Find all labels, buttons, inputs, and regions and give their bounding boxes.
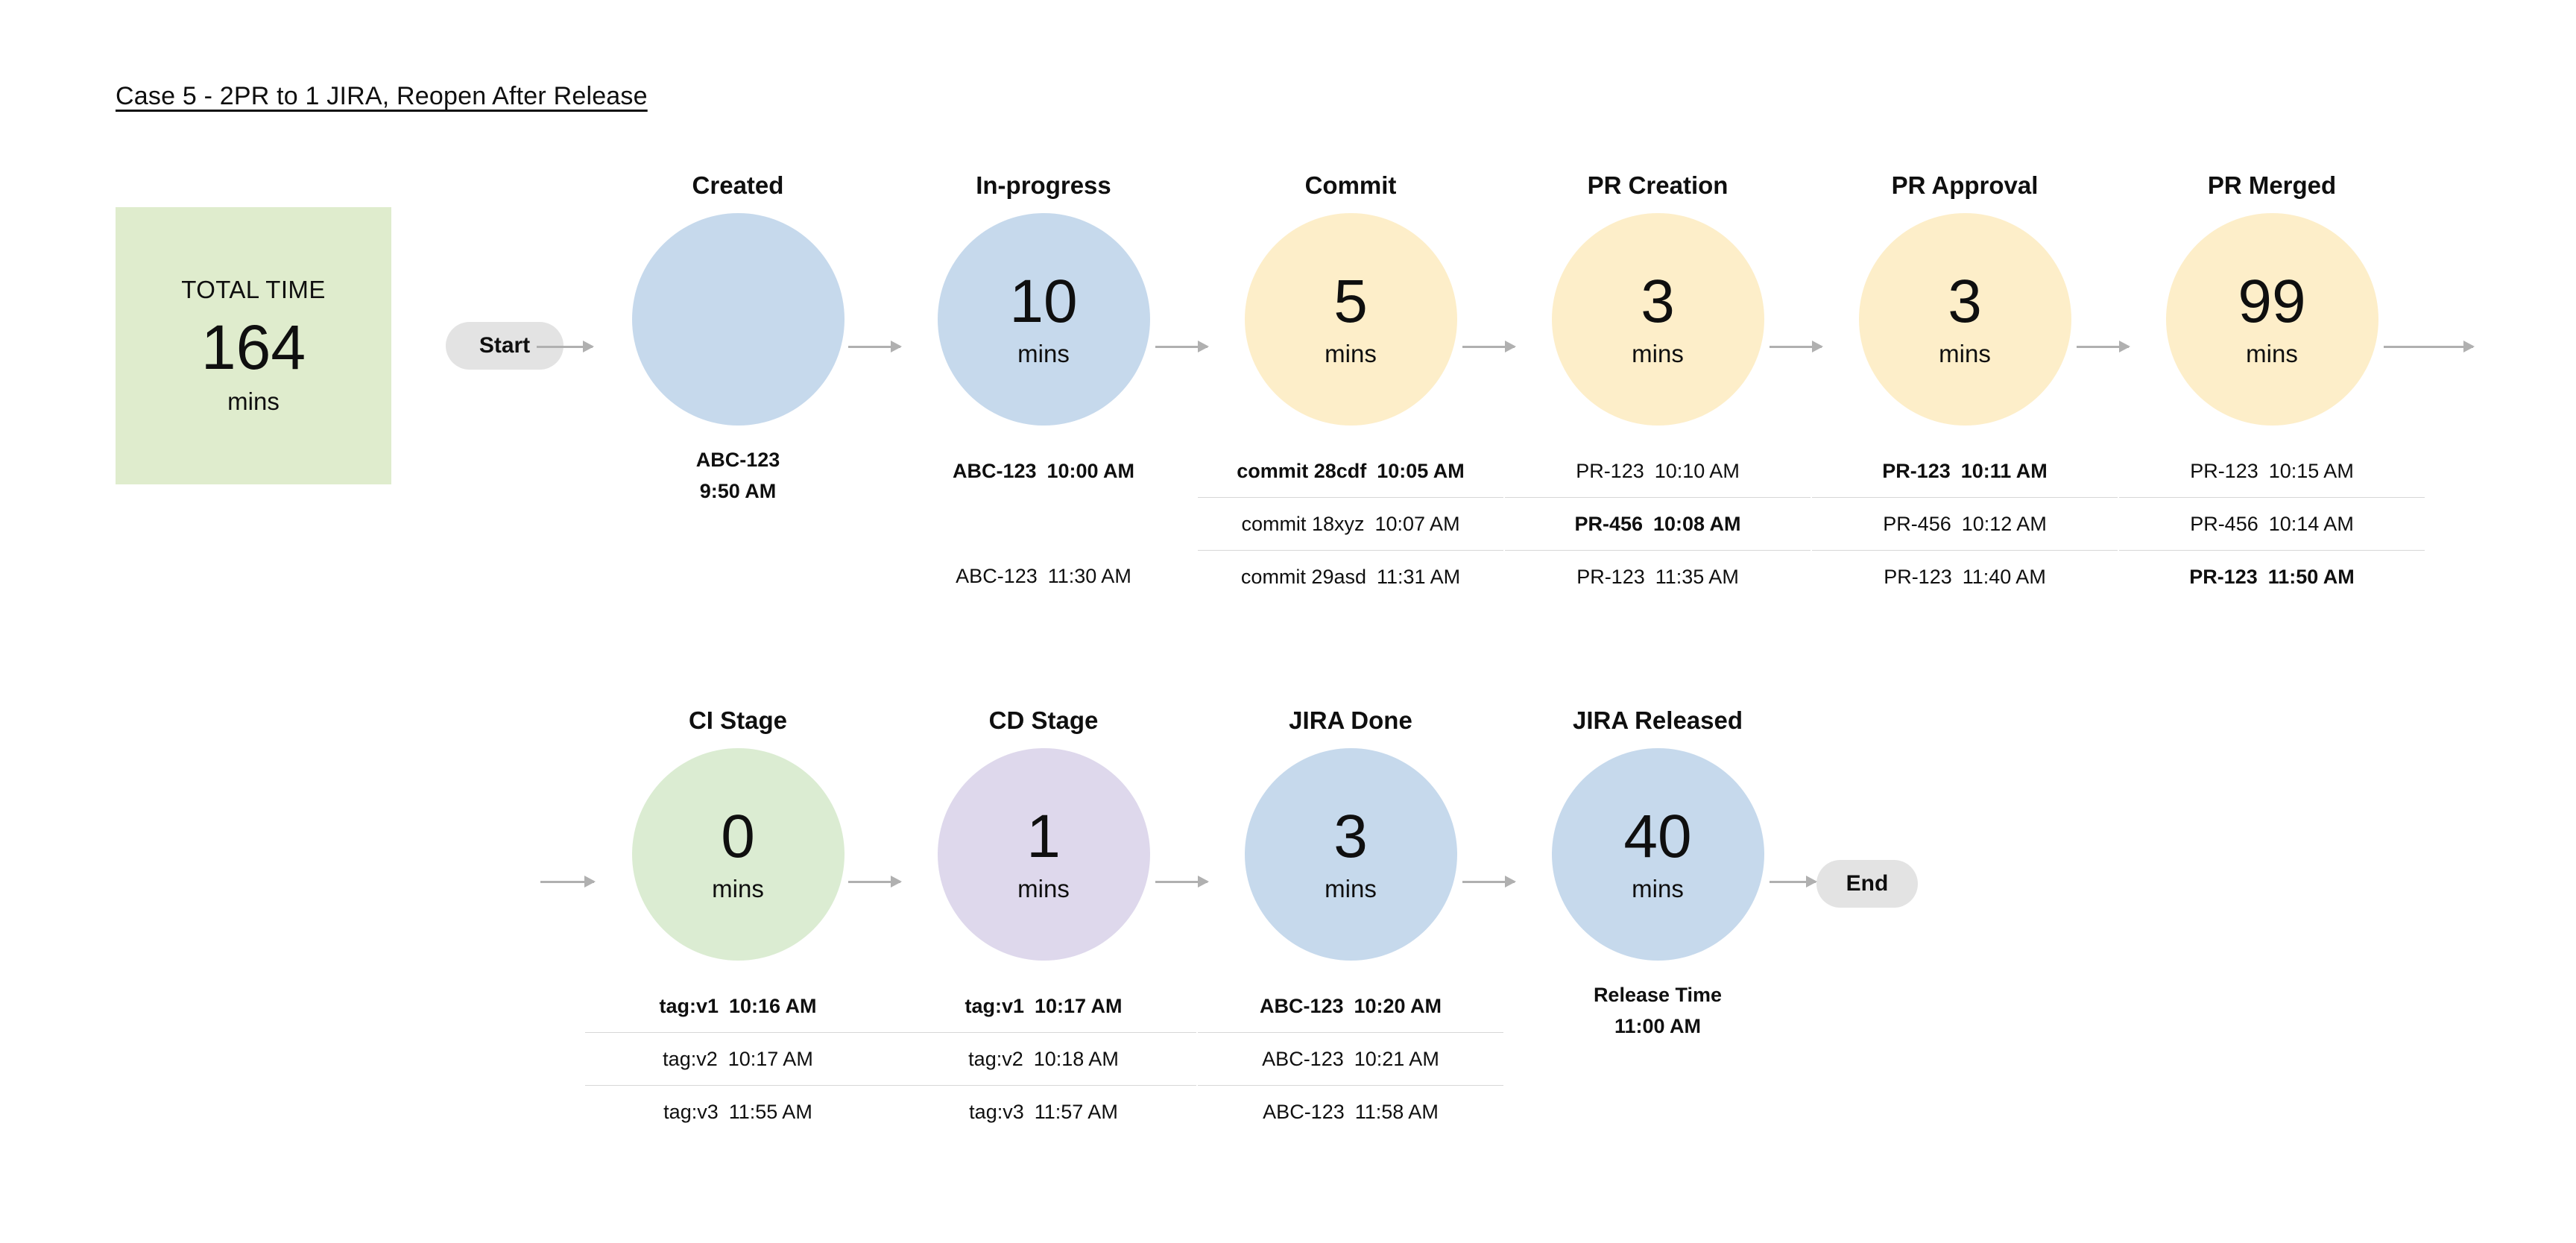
stage-value: 0 bbox=[721, 802, 755, 870]
detail-row bbox=[1198, 980, 1503, 1032]
detail-time: 9:50 AM bbox=[699, 479, 777, 502]
stage-pr-approval bbox=[1812, 171, 2118, 603]
stage-value: 3 bbox=[1948, 267, 1982, 335]
detail-time: 10:10 AM bbox=[1654, 459, 1740, 482]
stage-details bbox=[585, 445, 891, 507]
stage-title: Commit bbox=[1304, 171, 1397, 199]
detail-time: 10:17 AM bbox=[727, 1047, 813, 1070]
detail-time: 10:11 AM bbox=[1960, 459, 2048, 482]
detail-time: 10:20 AM bbox=[1354, 994, 1442, 1017]
stage-jira-done bbox=[1198, 706, 1503, 1138]
stage-value: 1 bbox=[1026, 802, 1061, 870]
detail-time: 10:07 AM bbox=[1374, 512, 1460, 535]
detail-id: ABC-123 bbox=[956, 564, 1038, 587]
detail-time: 11:55 AM bbox=[728, 1100, 812, 1123]
detail-id: tag:v2 bbox=[968, 1047, 1023, 1070]
detail-row bbox=[1812, 497, 2118, 550]
detail-time: 10:05 AM bbox=[1377, 459, 1465, 482]
stage-details bbox=[1198, 980, 1503, 1138]
stage-circle bbox=[1859, 213, 2071, 426]
stage-jira-released bbox=[1505, 706, 1811, 1043]
stage-commit bbox=[1198, 171, 1503, 603]
detail-row bbox=[2119, 497, 2425, 550]
stage-circle bbox=[2166, 213, 2378, 426]
total-time-unit: mins bbox=[227, 388, 280, 416]
detail-id: commit 28cdf bbox=[1237, 459, 1367, 482]
detail-time: 10:21 AM bbox=[1354, 1047, 1439, 1070]
detail-id: ABC-123 bbox=[1262, 1047, 1344, 1070]
arrow-start-to-created bbox=[537, 346, 593, 348]
page-title: Case 5 - 2PR to 1 JIRA, Reopen After Release bbox=[116, 82, 648, 110]
detail-time: 10:12 AM bbox=[1961, 512, 2047, 535]
detail-id: PR-123 bbox=[2190, 459, 2258, 482]
detail-row bbox=[1505, 445, 1811, 497]
stage-details bbox=[1812, 445, 2118, 603]
detail-row bbox=[891, 1032, 1196, 1085]
stage-title: JIRA Released bbox=[1572, 706, 1743, 734]
stage-details bbox=[1198, 445, 1503, 603]
detail-row bbox=[1198, 1032, 1503, 1085]
stage-circle bbox=[1245, 748, 1457, 961]
arrow-inprogress-to-commit bbox=[1155, 346, 1208, 348]
stage-details bbox=[2119, 445, 2425, 603]
stage-unit: mins bbox=[1325, 339, 1377, 367]
detail-row bbox=[891, 445, 1196, 497]
arrow-cd-to-jiradone bbox=[1155, 881, 1208, 883]
detail-row bbox=[1198, 550, 1503, 603]
stage-title: Created bbox=[692, 171, 784, 199]
detail-time: 11:31 AM bbox=[1377, 565, 1461, 588]
arrow-prapproval-to-prmerged bbox=[2077, 346, 2129, 348]
detail-time: 11:57 AM bbox=[1034, 1100, 1118, 1123]
detail-time: 10:00 AM bbox=[1046, 459, 1135, 482]
detail-id: PR-123 bbox=[1576, 459, 1644, 482]
total-time-value: 164 bbox=[201, 311, 306, 382]
detail-time: 11:30 AM bbox=[1047, 564, 1131, 587]
stage-value: 99 bbox=[2238, 267, 2306, 335]
detail-row bbox=[585, 980, 891, 1032]
detail-row bbox=[585, 1085, 891, 1138]
detail-time: 11:40 AM bbox=[1962, 565, 2046, 588]
detail-id: commit 18xyz bbox=[1241, 512, 1365, 535]
detail-id: ABC-123 bbox=[952, 459, 1037, 482]
stage-circle bbox=[632, 213, 845, 426]
stage-circle bbox=[1552, 213, 1764, 426]
total-time-card bbox=[116, 207, 391, 484]
detail-id: tag:v3 bbox=[969, 1100, 1024, 1123]
stage-title: CI Stage bbox=[688, 706, 788, 734]
detail-id: PR-123 bbox=[1576, 565, 1645, 588]
detail-time: 10:14 AM bbox=[2268, 512, 2354, 535]
stage-value: 3 bbox=[1641, 267, 1675, 335]
stage-details bbox=[891, 980, 1196, 1138]
detail-id: ABC-123 bbox=[1259, 994, 1344, 1017]
stage-circle bbox=[632, 748, 845, 961]
detail-id: tag:v2 bbox=[663, 1047, 718, 1070]
stage-value: 10 bbox=[1009, 267, 1078, 335]
stage-cd bbox=[891, 706, 1196, 1138]
start-node: Start bbox=[446, 322, 564, 370]
detail-time: 11:58 AM bbox=[1354, 1100, 1439, 1123]
stage-unit: mins bbox=[712, 874, 764, 902]
stage-title: PR Approval bbox=[1891, 171, 2039, 199]
stage-details bbox=[891, 445, 1196, 602]
arrow-prmerged-to-next-row bbox=[2384, 346, 2473, 348]
stage-pr-merged bbox=[2119, 171, 2425, 603]
stage-value: 40 bbox=[1623, 802, 1692, 870]
stage-details bbox=[585, 980, 891, 1138]
arrow-prcreation-to-prapproval bbox=[1770, 346, 1822, 348]
detail-time: 10:15 AM bbox=[2268, 459, 2354, 482]
detail-row bbox=[2119, 445, 2425, 497]
detail-id: tag:v1 bbox=[965, 994, 1024, 1017]
detail-id: tag:v1 bbox=[659, 994, 719, 1017]
detail-row bbox=[1505, 497, 1811, 550]
stage-title: CD Stage bbox=[988, 706, 1099, 734]
detail-row bbox=[585, 1032, 891, 1085]
detail-row bbox=[891, 980, 1196, 1032]
detail-row bbox=[891, 1085, 1196, 1138]
stage-value: 3 bbox=[1333, 802, 1368, 870]
detail-id: PR-456 bbox=[1574, 512, 1643, 535]
detail-time: 10:16 AM bbox=[728, 994, 817, 1017]
arrow-into-ci bbox=[540, 881, 594, 883]
total-time-label: TOTAL TIME bbox=[181, 275, 326, 303]
stage-title: In-progress bbox=[976, 171, 1111, 199]
arrow-commit-to-prcreation bbox=[1462, 346, 1515, 348]
detail-id: ABC-123 bbox=[695, 449, 780, 471]
arrow-jirareleased-to-end bbox=[1770, 881, 1816, 883]
detail-id: PR-456 bbox=[2190, 512, 2258, 535]
detail-id: PR-456 bbox=[1883, 512, 1951, 535]
stage-unit: mins bbox=[1632, 339, 1684, 367]
detail-row bbox=[1198, 1085, 1503, 1138]
stage-created bbox=[585, 171, 891, 507]
detail-time: 10:08 AM bbox=[1653, 512, 1741, 535]
stage-title: JIRA Done bbox=[1289, 706, 1412, 734]
detail-row bbox=[891, 550, 1196, 602]
detail-time: 11:50 AM bbox=[2267, 565, 2355, 588]
detail-id: PR-123 bbox=[2189, 565, 2258, 588]
stage-circle bbox=[1245, 213, 1457, 426]
stage-unit: mins bbox=[1939, 339, 1991, 367]
detail-time: 10:18 AM bbox=[1033, 1047, 1119, 1070]
detail-row bbox=[1812, 550, 2118, 603]
detail-id: tag:v3 bbox=[663, 1100, 719, 1123]
stage-title: PR Merged bbox=[2207, 171, 2337, 199]
stage-unit: mins bbox=[2246, 339, 2298, 367]
stage-details bbox=[1505, 980, 1811, 1043]
detail-id: commit 29asd bbox=[1240, 565, 1366, 588]
stage-circle bbox=[938, 748, 1150, 961]
detail-row bbox=[1505, 550, 1811, 603]
stage-title: PR Creation bbox=[1587, 171, 1729, 199]
stage-ci bbox=[585, 706, 891, 1138]
detail-id: ABC-123 bbox=[1263, 1100, 1345, 1123]
arrow-created-to-inprogress bbox=[848, 346, 900, 348]
detail-id: Release Time bbox=[1593, 984, 1723, 1006]
stage-pr-creation bbox=[1505, 171, 1811, 603]
stage-circle bbox=[938, 213, 1150, 426]
stage-unit: mins bbox=[1017, 874, 1070, 902]
arrow-ci-to-cd bbox=[848, 881, 900, 883]
detail-row bbox=[2119, 550, 2425, 603]
end-node: End bbox=[1816, 860, 1918, 908]
arrow-jiradone-to-jirareleased bbox=[1462, 881, 1515, 883]
detail-row bbox=[1198, 497, 1503, 550]
stage-unit: mins bbox=[1632, 874, 1684, 902]
detail-time: 11:35 AM bbox=[1655, 565, 1739, 588]
stage-details bbox=[1505, 445, 1811, 603]
detail-id: PR-123 bbox=[1882, 459, 1951, 482]
detail-row bbox=[1812, 445, 2118, 497]
stage-in-progress bbox=[891, 171, 1196, 602]
stage-unit: mins bbox=[1017, 339, 1070, 367]
stage-circle bbox=[1552, 748, 1764, 961]
detail-row bbox=[1198, 445, 1503, 497]
stage-value: 5 bbox=[1333, 267, 1368, 335]
detail-time: 10:17 AM bbox=[1034, 994, 1123, 1017]
stage-unit: mins bbox=[1325, 874, 1377, 902]
detail-id: PR-123 bbox=[1884, 565, 1952, 588]
detail-time: 11:00 AM bbox=[1614, 1014, 1702, 1037]
